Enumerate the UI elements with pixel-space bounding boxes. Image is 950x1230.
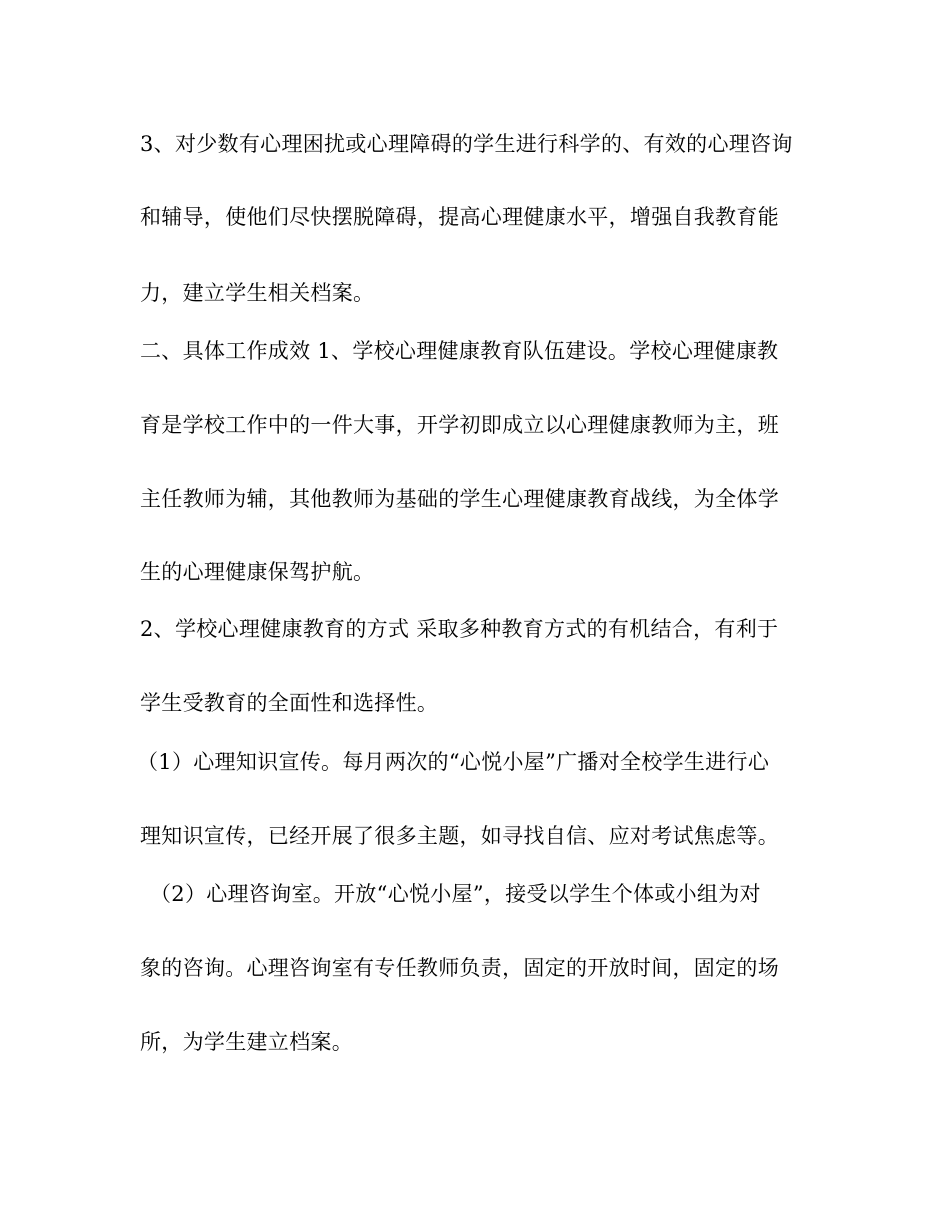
text-line: 生的心理健康保驾护航。 (140, 560, 375, 584)
list-item-line: （2）心理咨询室。开放“心悦小屋”，接受以学生个体或小组为对 (150, 882, 761, 906)
text-line: 学生受教育的全面性和选择性。 (140, 691, 439, 715)
list-item-line: （1）心理知识宣传。每月两次的“心悦小屋”广播对全校学生进行心 (137, 750, 770, 774)
subsection-line: 2、学校心理健康教育的方式 采取多种教育方式的有机结合，有利于 (140, 617, 779, 641)
text-line: 育是学校工作中的一件大事，开学初即成立以心理健康教师为主，班 (140, 413, 779, 437)
section-heading-line: 二、具体工作成效 1、学校心理健康教育队伍建设。学校心理健康教 (140, 339, 779, 363)
text-line: 力，建立学生相关档案。 (140, 281, 375, 305)
text-line: 和辅导，使他们尽快摆脱障碍，提高心理健康水平，增强自我教育能 (140, 205, 779, 229)
text-line: 象的咨询。心理咨询室有专任教师负责，固定的开放时间，固定的场 (140, 956, 779, 980)
text-line: 理知识宣传，已经开展了很多主题，如寻找自信、应对考试焦虑等。 (140, 824, 779, 848)
text-line: 所，为学生建立档案。 (140, 1030, 353, 1054)
text-line: 3、对少数有心理困扰或心理障碍的学生进行科学的、有效的心理咨询 (140, 132, 793, 156)
text-line: 主任教师为辅，其他教师为基础的学生心理健康教育战线，为全体学 (140, 487, 779, 511)
